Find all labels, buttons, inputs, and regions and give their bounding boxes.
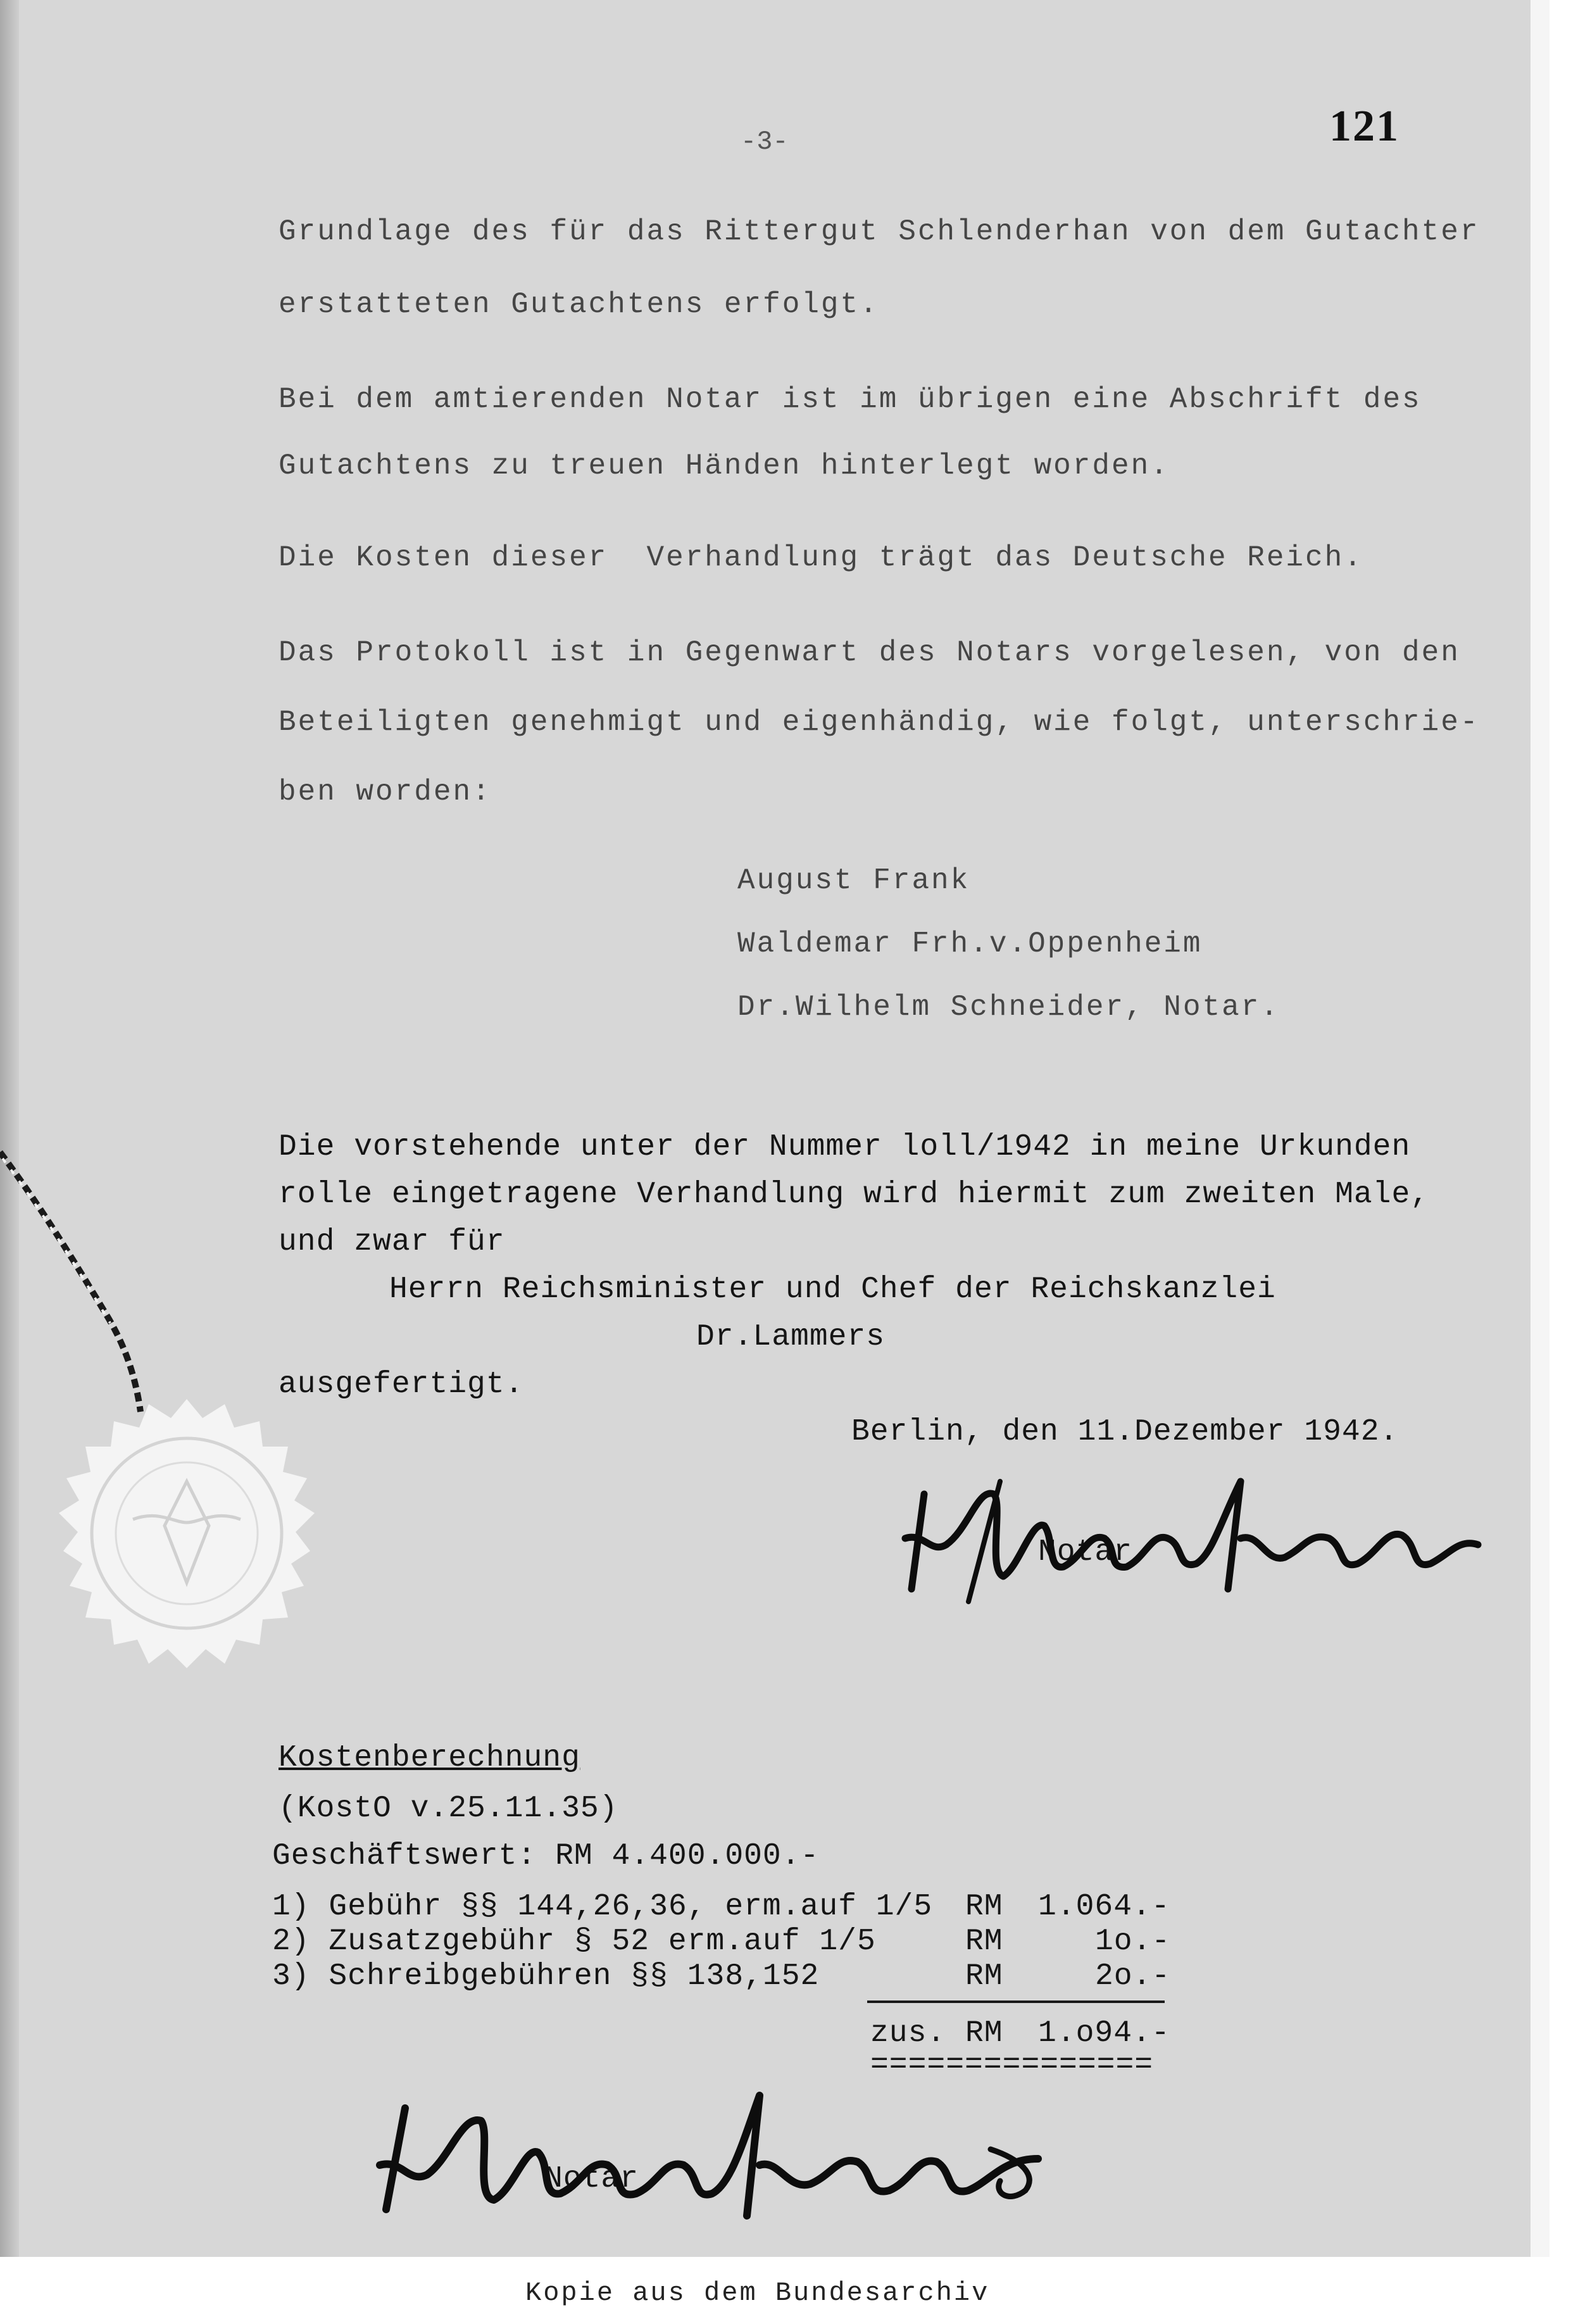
- page-marker: -3-: [741, 127, 789, 157]
- binding-cord: [0, 0, 165, 1456]
- certification-line-1: Die vorstehende unter der Nummer loll/1942 in meine Urkunden: [279, 1130, 1411, 1164]
- body-line-7: Beteiligten genehmigt und eigenhändig, wie folgt, unterschrie-: [279, 706, 1480, 739]
- body-line-1: Grundlage des für das Rittergut Schlenderhan von dem Gutachter: [279, 215, 1480, 248]
- signatory-3: Dr.Wilhelm Schneider, Notar.: [737, 991, 1280, 1024]
- notary-title-1: Notar: [1038, 1535, 1133, 1569]
- notary-signature-1: [886, 1443, 1494, 1608]
- body-line-3: Bei dem amtierenden Notar ist im übrigen eine Abschrift des: [279, 383, 1422, 416]
- body-line-8: ben worden:: [279, 776, 492, 808]
- body-line-2: erstatteten Gutachtens erfolgt.: [279, 288, 879, 321]
- notary-title-2: Notar: [544, 2162, 639, 2196]
- archive-caption: Kopie aus dem Bundesarchiv: [525, 2278, 990, 2308]
- notary-signature-2: [367, 2064, 1063, 2228]
- certification-line-3: und zwar für: [279, 1225, 505, 1259]
- cost-ordinance: (KostO v.25.11.35): [279, 1792, 618, 1826]
- paper-right-edge: [1531, 0, 1550, 2257]
- total-amount: 1.o94.-: [1038, 2016, 1170, 2051]
- cost-item-1-amount: 1.064.-: [1038, 1890, 1170, 1924]
- cost-item-1-label: 1) Gebühr §§ 144,26,36, erm.auf 1/5: [272, 1890, 933, 1924]
- cost-item-3-amount: 2o.-: [1095, 1959, 1171, 1994]
- cost-item-3-label: 3) Schreibgebühren §§ 138,152: [272, 1959, 820, 1994]
- total-label: zus.: [870, 2016, 946, 2051]
- body-line-4: Gutachtens zu treuen Händen hinterlegt worden.: [279, 449, 1170, 482]
- page-number: 121: [1329, 102, 1400, 151]
- signatory-1: August Frank: [737, 864, 970, 897]
- certification-line-6: ausgefertigt.: [279, 1367, 524, 1402]
- certification-line-5: Dr.Lammers: [696, 1320, 886, 1354]
- place-date: Berlin, den 11.Dezember 1942.: [851, 1415, 1399, 1449]
- signatory-2: Waldemar Frh.v.Oppenheim: [737, 927, 1203, 960]
- cost-item-2-label: 2) Zusatzgebühr § 52 erm.auf 1/5: [272, 1925, 876, 1959]
- business-value: Geschäftswert: RM 4.400.000.-: [272, 1839, 820, 1873]
- cost-heading: Kostenberechnung: [279, 1741, 580, 1775]
- certification-line-2: rolle eingetragene Verhandlung wird hiermit zum zweiten Male,: [279, 1178, 1430, 1212]
- sum-rule: [867, 2001, 1165, 2003]
- cost-item-2-currency: RM: [965, 1925, 1003, 1959]
- cost-item-2-amount: 1o.-: [1095, 1925, 1171, 1959]
- cost-item-3-currency: RM: [965, 1959, 1003, 1994]
- total-currency: RM: [965, 2016, 1003, 2051]
- body-line-5: Die Kosten dieser Verhandlung trägt das Deutsche Reich.: [279, 541, 1363, 574]
- cost-item-1-currency: RM: [965, 1890, 1003, 1924]
- embossed-seal: [22, 1393, 351, 1722]
- total-double-rule: ===============: [870, 2048, 1154, 2082]
- certification-line-4: Herrn Reichsminister und Chef der Reichskanzlei: [389, 1272, 1276, 1307]
- body-line-6: Das Protokoll ist in Gegenwart des Notars vorgelesen, von den: [279, 636, 1460, 669]
